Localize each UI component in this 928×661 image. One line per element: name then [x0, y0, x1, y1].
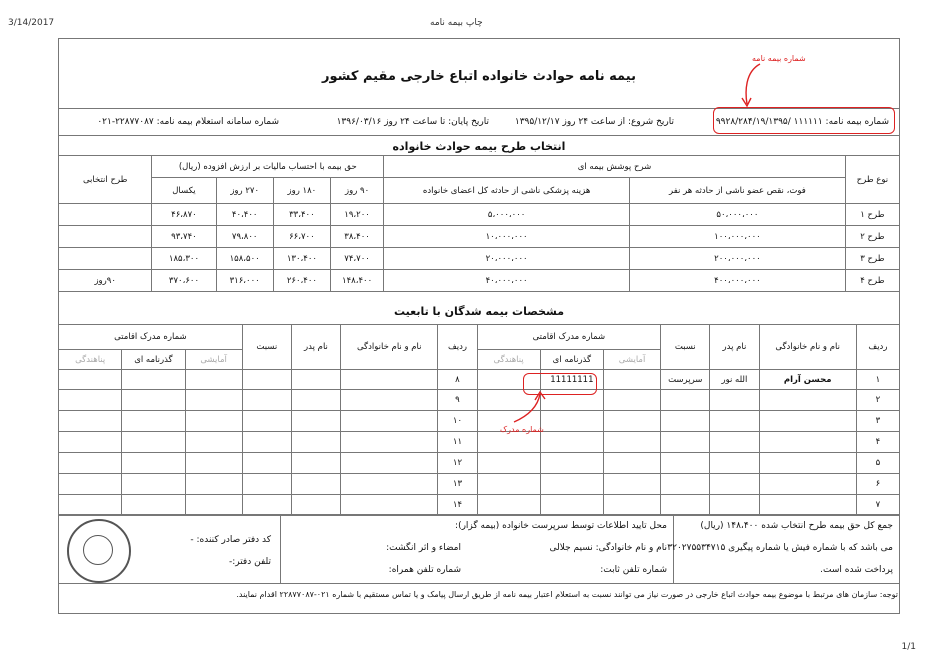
cell: [341, 370, 438, 390]
medical-cover: ۲۰،۰۰۰،۰۰۰: [384, 248, 630, 270]
plan-section-title: انتخاب طرح بیمه حوادث خانواده: [392, 140, 566, 153]
plan-name: طرح ۱: [845, 204, 899, 226]
row-num: ۱۴: [438, 495, 477, 516]
cell: [759, 474, 856, 495]
cell: [291, 390, 340, 411]
cell: [710, 495, 759, 516]
th-row-2: ردیف: [438, 325, 477, 370]
cell: [759, 453, 856, 474]
cell: [291, 432, 340, 453]
cell: [759, 495, 856, 516]
th-father: نام پدر: [710, 325, 759, 370]
cell: [291, 411, 340, 432]
cell: [242, 474, 291, 495]
death-cover: ۴۰۰،۰۰۰،۰۰۰: [630, 270, 846, 292]
bottom-block: [58, 514, 900, 584]
cell: [185, 390, 242, 411]
row-num: ۵: [856, 453, 899, 474]
premium-270: ۳۱۶،۰۰۰: [216, 270, 273, 292]
cell: [59, 474, 122, 495]
th-father-2: نام پدر: [291, 325, 340, 370]
total-premium: جمع کل حق بیمه طرح انتخاب شده ۱۴۸،۴۰۰ (ریال): [700, 521, 893, 531]
th-plan-type: نوع طرح: [845, 156, 899, 204]
insured-passport: 11111111: [540, 370, 603, 390]
cell: [710, 390, 759, 411]
plan-name: طرح ۲: [845, 226, 899, 248]
cell: [122, 453, 185, 474]
cell: [242, 453, 291, 474]
plan-name: طرح ۴: [845, 270, 899, 292]
cell: [185, 432, 242, 453]
policy-annotation-arrow: [735, 62, 765, 110]
cell: [603, 495, 660, 516]
cell: [341, 411, 438, 432]
cell: [242, 495, 291, 516]
row-num: ۱۱: [438, 432, 477, 453]
cell: [341, 432, 438, 453]
premium-180: ۳۳،۴۰۰: [273, 204, 330, 226]
premium-year: ۳۷۰،۶۰۰: [152, 270, 216, 292]
cell: [710, 453, 759, 474]
row-num: ۲: [856, 390, 899, 411]
cell: [122, 474, 185, 495]
th-premium: حق بیمه با احتساب مالیات بر ارزش افزوده (ریال): [152, 156, 384, 178]
insured-row: [59, 370, 900, 390]
cell: [759, 432, 856, 453]
page-number: 1/1: [901, 642, 916, 652]
premium-90: ۳۸،۴۰۰: [330, 226, 383, 248]
th-row: ردیف: [856, 325, 899, 370]
th-name-2: نام و نام خانوادگی: [341, 325, 438, 370]
insured-section-title: مشخصات بیمه شدگان با تابعیت: [393, 305, 565, 318]
insured-row: [59, 390, 900, 411]
cell: [242, 390, 291, 411]
cell: [603, 370, 660, 390]
cell: [661, 474, 710, 495]
insured-row: [59, 432, 900, 453]
row-num: ۱: [856, 370, 899, 390]
receipt-number: می باشد که با شماره فیش یا شماره پیگیری ۳۲۰۲۷۵۵۳۴۷۱۵: [667, 543, 893, 553]
plan-table: [58, 155, 900, 292]
end-date: تاریخ پایان: تا ساعت ۲۴ روز ۱۳۹۶/۰۳/۱۶: [336, 117, 489, 127]
insured-name: محسن آرام: [759, 370, 856, 390]
confirm-label: محل تایید اطلاعات توسط سرپرست خانواده (بیمه گزار):: [455, 521, 667, 531]
cell: [710, 474, 759, 495]
cell: [242, 432, 291, 453]
premium-180: ۲۶۰،۴۰۰: [273, 270, 330, 292]
plan-selected: [59, 226, 152, 248]
phone-label: شماره تلفن ثابت:: [600, 565, 667, 575]
cell: [759, 390, 856, 411]
cell: [603, 390, 660, 411]
document-title: بیمه نامه حوادث خانواده اتباع خارجی مقیم کشور: [322, 69, 636, 84]
insured-table: [58, 324, 900, 516]
th-relation: نسبت: [661, 325, 710, 370]
cell: [341, 453, 438, 474]
th-passport: گذرنامه ای: [540, 350, 603, 370]
cell: [603, 432, 660, 453]
row-num: ۳: [856, 411, 899, 432]
th-90: ۹۰ روز: [330, 178, 383, 204]
plan-selected: [59, 204, 152, 226]
cell: [291, 474, 340, 495]
premium-year: ۴۶،۸۷۰: [152, 204, 216, 226]
family-name: نام و نام خانوادگی: نسیم جلالی: [549, 543, 667, 553]
th-amayesh-2: آمایشی: [185, 350, 242, 370]
insured-row: [59, 453, 900, 474]
doc-annotation-label: شماره مدرک: [500, 425, 544, 434]
th-relation-2: نسبت: [242, 325, 291, 370]
cell: [603, 474, 660, 495]
plan-row: [59, 204, 900, 226]
cell: [122, 390, 185, 411]
th-270: ۲۷۰ روز: [216, 178, 273, 204]
premium-90: ۱۹،۲۰۰: [330, 204, 383, 226]
insured-row: [59, 474, 900, 495]
print-title: چاپ بیمه نامه: [430, 18, 483, 28]
premium-year: ۱۸۵،۳۰۰: [152, 248, 216, 270]
cell: [185, 370, 242, 390]
insured-relation: سرپرست: [661, 370, 710, 390]
cell: [710, 432, 759, 453]
cell: [341, 474, 438, 495]
cell: [291, 495, 340, 516]
cell: [477, 474, 540, 495]
medical-cover: ۱۰،۰۰۰،۰۰۰: [384, 226, 630, 248]
plan-row: [59, 226, 900, 248]
premium-90: ۷۴،۷۰۰: [330, 248, 383, 270]
th-death: فوت، نقص عضو ناشی از حادثه هر نفر: [630, 178, 846, 204]
inquiry-number: شماره سامانه استعلام بیمه نامه: ۲۲۸۷۷۰۸۷-۰۲۱: [97, 117, 279, 127]
row-num: ۷: [856, 495, 899, 516]
plan-row: [59, 248, 900, 270]
cell: [242, 411, 291, 432]
row-num: ۱۰: [438, 411, 477, 432]
cell: [185, 495, 242, 516]
cell: [759, 411, 856, 432]
plan-name: طرح ۳: [845, 248, 899, 270]
premium-year: ۹۳،۷۴۰: [152, 226, 216, 248]
insured-father: الله نور: [710, 370, 759, 390]
insured-row: [59, 495, 900, 516]
th-refugee-2: پناهندگی: [59, 350, 122, 370]
footnote: توجه: سازمان های مرتبط با موضوع بیمه حوادث اتباع خارجی در صورت نیاز می توانند نسبت به استعلام اعتبار بیمه نامه از طریق ارسال پیامک و یا تماس مستقیم با شماره ۰۲۱-۲۲۸۷۷۰۸۷ اقدام نمایند.: [236, 590, 898, 599]
cell: [603, 453, 660, 474]
th-year: یکسال: [152, 178, 216, 204]
plan-selected: ۹۰روز: [59, 270, 152, 292]
cell: [59, 432, 122, 453]
cell: [477, 432, 540, 453]
death-cover: ۵۰،۰۰۰،۰۰۰: [630, 204, 846, 226]
cell: [122, 432, 185, 453]
death-cover: ۱۰۰،۰۰۰،۰۰۰: [630, 226, 846, 248]
cell: [59, 370, 122, 390]
print-date: 3/14/2017: [8, 18, 55, 28]
stamp-seal: [67, 519, 131, 583]
cell: [59, 390, 122, 411]
cell: [341, 390, 438, 411]
premium-90: ۱۴۸،۴۰۰: [330, 270, 383, 292]
cell: [185, 411, 242, 432]
office-code: کد دفتر صادر کننده: -: [190, 535, 271, 545]
th-passport-2: گذرنامه ای: [122, 350, 185, 370]
doc-annotation-arrow: [510, 390, 550, 425]
th-180: ۱۸۰ روز: [273, 178, 330, 204]
cell: [242, 370, 291, 390]
cell: [122, 411, 185, 432]
cell: [122, 495, 185, 516]
paid-text: پرداخت شده است.: [820, 565, 893, 575]
premium-180: ۱۳۰،۴۰۰: [273, 248, 330, 270]
death-cover: ۲۰۰،۰۰۰،۰۰۰: [630, 248, 846, 270]
cell: [477, 495, 540, 516]
cell: [291, 453, 340, 474]
th-name: نام و نام خانوادگی: [759, 325, 856, 370]
cell: [291, 370, 340, 390]
cell: [122, 370, 185, 390]
row-num: ۸: [438, 370, 477, 390]
cell: [59, 495, 122, 516]
cell: [341, 495, 438, 516]
plan-selected: [59, 248, 152, 270]
th-medical: هزینه پزشکی ناشی از حادثه کل اعضای خانواده: [384, 178, 630, 204]
start-date: تاریخ شروع: از ساعت ۲۴ روز ۱۳۹۵/۱۲/۱۷: [514, 117, 674, 127]
cell: [540, 495, 603, 516]
cell: [540, 432, 603, 453]
policy-number: شماره بیمه نامه: ۱۱۱۱۱۱ /۹۹۲۸/۲۸۴/۱۹/۱۳۹۵: [715, 117, 889, 127]
th-amayesh: آمایشی: [603, 350, 660, 370]
medical-cover: ۵،۰۰۰،۰۰۰: [384, 204, 630, 226]
cell: [661, 495, 710, 516]
policy-annotation-label: شماره بیمه نامه: [752, 54, 806, 63]
premium-180: ۶۶،۷۰۰: [273, 226, 330, 248]
cell: [185, 474, 242, 495]
th-refugee: پناهندگی: [477, 350, 540, 370]
row-num: ۹: [438, 390, 477, 411]
cell: [661, 390, 710, 411]
premium-270: ۴۰،۴۰۰: [216, 204, 273, 226]
cell: [59, 411, 122, 432]
th-coverage: شرح پوشش بیمه ای: [384, 156, 846, 178]
th-doc-2: شماره مدرک اقامتی: [59, 325, 243, 350]
premium-270: ۱۵۸،۵۰۰: [216, 248, 273, 270]
cell: [603, 411, 660, 432]
cell: [477, 453, 540, 474]
cell: [661, 432, 710, 453]
insured-section-bar: [58, 300, 900, 322]
plan-row: [59, 270, 900, 292]
cell: [185, 453, 242, 474]
office-phone: تلفن دفتر:-: [228, 557, 271, 567]
cell: [540, 453, 603, 474]
row-num: ۶: [856, 474, 899, 495]
cell: [661, 411, 710, 432]
cell: [59, 453, 122, 474]
row-num: ۴: [856, 432, 899, 453]
cell: [540, 474, 603, 495]
cell: [710, 411, 759, 432]
premium-270: ۷۹،۸۰۰: [216, 226, 273, 248]
cell: [661, 453, 710, 474]
row-num: ۱۳: [438, 474, 477, 495]
policy-highlight-box: [713, 107, 895, 134]
insured-row: [59, 411, 900, 432]
th-doc: شماره مدرک اقامتی: [477, 325, 661, 350]
row-num: ۱۲: [438, 453, 477, 474]
mobile-label: شماره تلفن همراه:: [388, 565, 461, 575]
sign-label: امضاء و اثر انگشت:: [386, 543, 461, 553]
th-selected: طرح انتخابی: [59, 156, 152, 204]
medical-cover: ۴۰،۰۰۰،۰۰۰: [384, 270, 630, 292]
